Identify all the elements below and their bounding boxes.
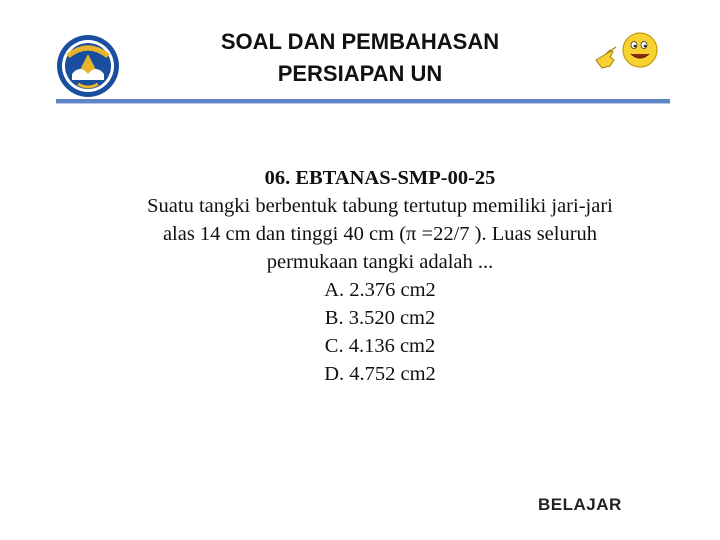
option-b: B. 3.520 cm2 [324,307,436,329]
question-block [60,164,700,388]
option-d: D. 4.752 cm2 [324,363,436,385]
question-text-line-3: permukaan tangki adalah ... [266,251,494,273]
question-number: 06. EBTANAS-SMP-00-25 [264,167,496,189]
title-line-2: PERSIAPAN UN [277,61,443,86]
title-line-1: SOAL DAN PEMBAHASAN [220,29,500,54]
smiley-pointing-icon [592,30,662,78]
tut-wuri-handayani-logo [56,34,120,98]
option-a: A. 2.376 cm2 [324,279,436,301]
header-divider-shadow [56,103,670,104]
option-c: C. 4.136 cm2 [324,335,436,357]
footer-label: BELAJAR [538,495,622,514]
question-text-line-1: Suatu tangki berbentuk tabung tertutup memiliki jari-jari [147,195,613,217]
question-text-line-2: alas 14 cm dan tinggi 40 cm (π =22/7 ). Luas seluruh [162,223,598,245]
page-title [150,26,570,90]
